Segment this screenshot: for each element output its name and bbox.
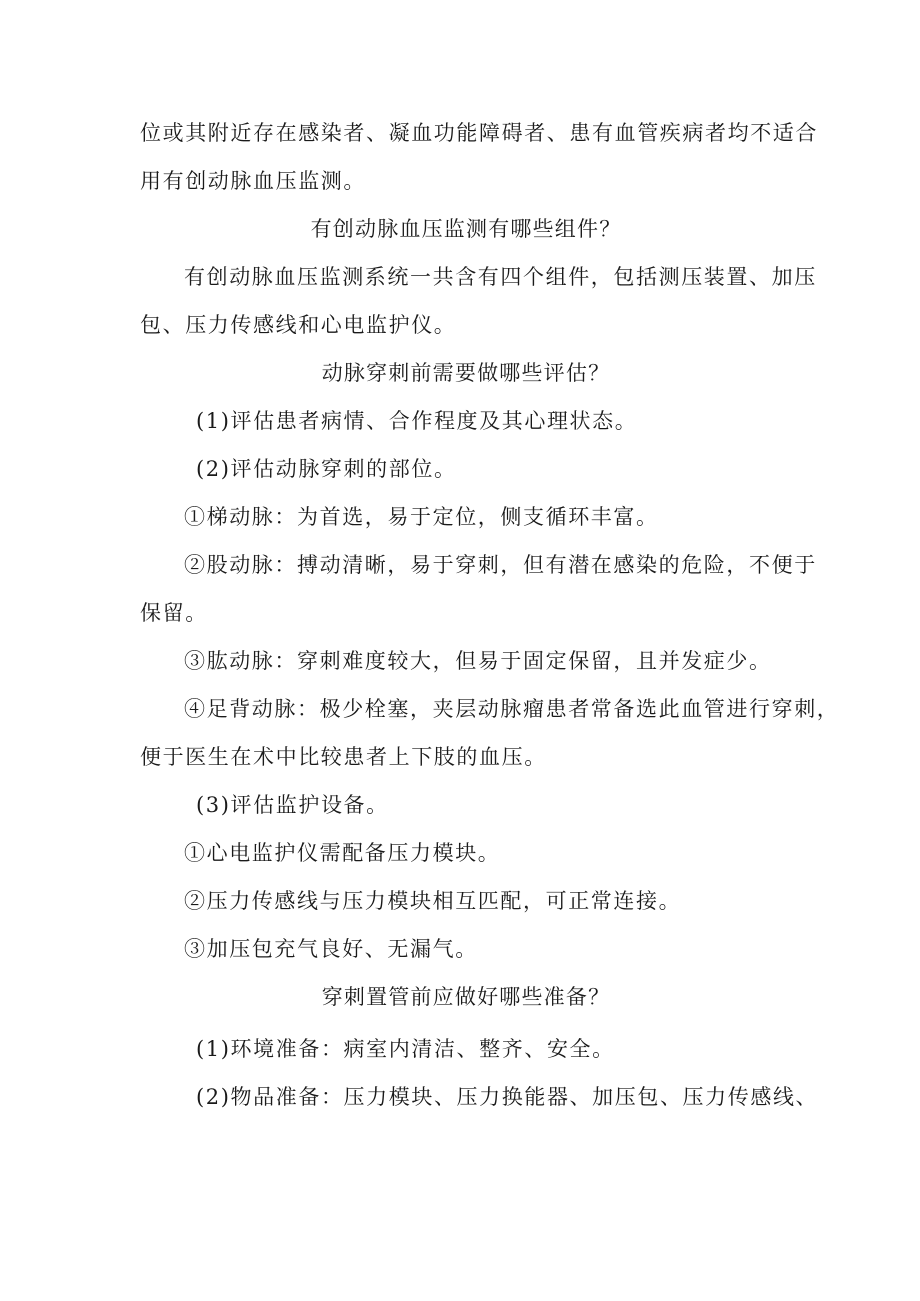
list-item: (1)环境准备：病室内清洁、整齐、安全。 [196, 1037, 615, 1061]
list-item: ③肱动脉：穿刺难度较大，但易于固定保留，且并发症少。 [184, 649, 772, 673]
list-item: (3)评估监护设备。 [196, 793, 389, 817]
paragraph-line: 便于医生在术中比较患者上下肢的血压。 [140, 745, 547, 769]
list-item: (2)评估动脉穿刺的部位。 [196, 457, 457, 481]
list-item: ③加压包充气良好、无漏气。 [184, 937, 478, 961]
section-heading: 有创动脉血压监测有哪些组件？ [310, 217, 622, 241]
section-heading: 穿刺置管前应做好哪些准备？ [321, 985, 611, 1009]
paragraph-line: 包、压力传感线和心电监护仪。 [140, 313, 457, 337]
list-item: ①梯动脉：为首选，易于定位，侧支循环丰富。 [184, 505, 659, 529]
paragraph-line: 保留。 [140, 601, 208, 625]
list-item: (2)物品准备：压力模块、压力换能器、加压包、压力传感线、 [196, 1085, 819, 1109]
list-item: ②压力传感线与压力模块相互匹配，可正常连接。 [184, 889, 682, 913]
paragraph-line: 用有创动脉血压监测。 [140, 169, 366, 193]
section-heading: 动脉穿刺前需要做哪些评估？ [321, 361, 611, 385]
list-item: ④足背动脉：极少栓塞，夹层动脉瘤患者常备选此血管进行穿刺， [184, 697, 840, 721]
list-item: (1)评估患者病情、合作程度及其心理状态。 [196, 409, 638, 433]
list-item: ②股动脉：搏动清晰，易于穿刺，但有潜在感染的危险，不便于 [184, 553, 817, 577]
paragraph-line: 位或其附近存在感染者、凝血功能障碍者、患有血管疾病者均不适合 [140, 121, 818, 145]
paragraph-line: 有创动脉血压监测系统一共含有四个组件，包括测压装置、加压 [184, 265, 817, 289]
list-item: ①心电监护仪需配备压力模块。 [184, 841, 501, 865]
